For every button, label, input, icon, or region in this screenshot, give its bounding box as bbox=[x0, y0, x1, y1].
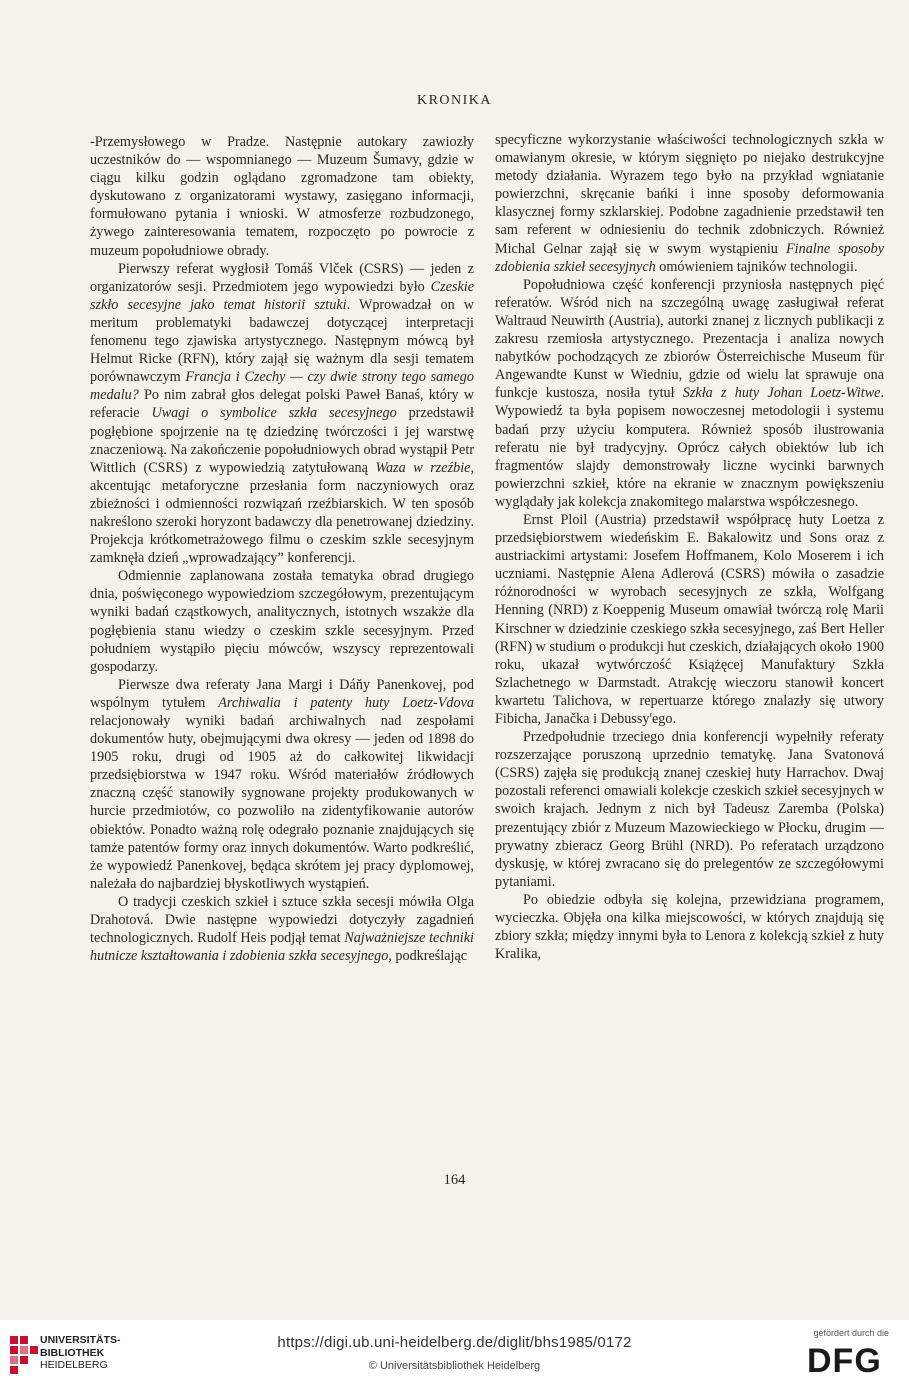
library-name-line1: UNIVERSITÄTS- bbox=[40, 1334, 121, 1346]
left-column bbox=[90, 133, 474, 965]
copyright-notice bbox=[0, 1360, 909, 1372]
page-number: 164 bbox=[443, 1172, 466, 1188]
dfg-logo-text: DFG bbox=[807, 1342, 882, 1374]
paragraph: Pierwsze dwa referaty Jana Margi i Dáňy Panenkovej, pod wspólnym tytułem Archiwalia i patenty huty Loetz-Vdova relacjonowały wyniki badań archiwalnych nad zespołami dokumentów huty, obejmującymi dwa okresy — jeden od 1898 do 1905 roku, drugi od 1905 aż do całkowitej likwidacji przedsiębiorstwa w 1947 roku. Wśród materiałów źródłowych znaczną część stanowiły sygnowane projekty produkowanych w hurcie przedmiotów, co pozwoliło na zidentyfikowanie autorów obiektów. Ponadto ważną rolę odegrało poznanie znajdujących się tamże patentów formy oraz innych dokumentów. Warto podkreślić, że wypowiedź Panenkovej, będąca skrótem jej pracy dyplomowej, należała do najbardziej błyskotliwych wystąpień. bbox=[90, 676, 474, 892]
viewer-footer bbox=[0, 1320, 909, 1383]
paragraph: Przedpołudnie trzeciego dnia konferencji wypełniły referaty rozszerzające poruszoną uprzednio tematykę. Jana Svatonová (CSRS) zajęła się produkcją znanej czeskiej huty Harrachov. Dwaj pozostali referenci omawiali kolekcje czeskich szkieł secesyjnych w swoich krajach. Jednym z nich był Tadeusz Zaremba (Polska) prezentujący zbiór z Muzeum Mazowieckiego w Płocku, drugim — prywatny zbieracz Georg Brühl (NRD). Po referatach urządzono dyskusję, w której zwracano się do prelegentów ze szczegółowymi pytaniami. bbox=[495, 729, 884, 890]
library-name-line2: BIBLIOTHEK bbox=[40, 1346, 105, 1359]
paragraph: Popołudniowa część konferencji przyniosła następnych pięć referatów. Wśród nich na szczególną uwagę zasługiwał referat Waltraud Neuwirth (Austria), autorki znanej z licznych publikacji z zakresu rzemiosła artystycznego. Prezentacja i analiza nowych nabytków pochodzących ze zbiorów Österreichische Museum für Angewandte Kunst w Wiedniu, gdzie od wielu lat sprawuje ona funkcje kustosza, nosiła tytuł Szkła z huty Johan Loetz-Witwe. Wypowiedź ta była popisem nowoczesnej metodologii i systemu badań przy użyciu komputera. Również sposób ilustrowania referatu nie był tradycyjny. Oprócz całych obiektów lub ich fragmentów slajdy demonstrowały liczne wycinki barwnych powierzchni szkieł, które na ekranie w znacznym powiększeniu wyglądały jak kolekcja znakomitego malarstwa współczesnego. bbox=[495, 276, 884, 510]
right-column bbox=[495, 131, 884, 963]
paragraph: Po obiedzie odbyła się kolejna, przewidziana programem, wycieczka. Objęła ona kilka miejscowości, w których znajdują się zbiory szkła; między innymi była to Lenora z kolekcją szkieł z huty Kralika, bbox=[495, 891, 884, 963]
permalink-url[interactable]: https://digi.ub.uni-heidelberg.de/diglit/bhs1985/0172 bbox=[277, 1334, 632, 1351]
library-name-line3: HEIDELBERG bbox=[40, 1359, 108, 1371]
funded-by-label: gefördert durch die bbox=[813, 1328, 889, 1338]
paragraph: Pierwszy referat wygłosił Tomáš Vlček (CSRS) — jeden z organizatorów sesji. Przedmiotem jego wypowiedzi było Czeskie szkło secesyjne jako temat historii sztuki. Wprowadzał on w meritum problematyki badawczej dotyczącej interpretacji fenomenu tego zjawiska artystycznego. Następnym mówcą był Helmut Ricke (RFN), który zajął się ważnym dla sesji tematem porównawczym Francja i Czechy — czy dwie strony tego samego medalu? Po nim zabrał głos delegat polski Paweł Banaś, który w referacie Uwagi o symbolice szkła secesyjnego przedstawił pogłębione spojrzenie na tę dziedzinę twórczości i jej warstwę znaczeniową. Na zakończenie popołudniowych obrad wystąpił Petr Wittlich (CSRS) z wypowiedzią zatytułowaną Waza w rzeźbie, akcentując metaforyczne przesłania form naczyniowych oraz zbieżności i odmienności rozwiązań rzeźbiarskich. W ten sposób nakreślono szeroki horyzont badawczy dla penetrowanej dziedziny. Projekcja krótkometrażowego filmu o czeskim szkle secesyjnym zamknęła dzień „wprowadzający” konferencji. bbox=[90, 260, 474, 567]
dfg-logo-icon bbox=[805, 1342, 895, 1374]
paragraph: Ernst Ploil (Austria) przedstawił współpracę huty Loetza z przedsiębiorstwem wiedeńskim E. Bakalowitz und Sons oraz z austriackimi artystami: Josefem Hoffmanem, Kolo Moserem i ich uczniami. Następnie Alena Adlerová (CSRS) mówiła o zasadzie różnorodności w wyrobach secesyjnych ze szkła, Wolfgang Henning (NRD) z Koeppenig Museum omawiał twórczą rolę Marii Kirschner w dziedzinie czeskiego szkła secesyjnego, zaś Bert Heller (RFN) w studium o produkcji hut czeskich, działających około 1900 roku, ukazał wytwórczość Książęcej Manufaktury Szkła Szlachetnego w Darmstadt. Atrakcję wieczoru stanowił koncert kwartetu Talichova, w repertuarze którego znalazły się utwory Fibicha, Janačka i Debussy'ego. bbox=[495, 511, 884, 727]
running-head: KRONIKA bbox=[416, 93, 493, 108]
copyright-text: © Universitätsbibliothek Heidelberg bbox=[368, 1360, 541, 1372]
paragraph: Odmiennie zaplanowana została tematyka obrad drugiego dnia, poświęconego wypowiedziom szczegółowym, prezentującym wyniki badań cząstkowych, analitycznych, istotnych wszakże dla pogłębienia stanu wiedzy o czeskim szkle secesyjnym. Przed południem wystąpiło pięciu mówców, wszyscy reprezentowali gospodarzy. bbox=[90, 568, 474, 675]
paragraph: -Przemysłowego w Pradze. Następnie autokary zawiozły uczestników do — wspomnianego — Muzeum Šumavy, gdzie w ciągu kilku godzin oglądano zgromadzone tam obiekty, dyskutowano z organizatorami wystawy, zasięgano informacji, formułowano pytania i wnioski. W atmosferze rozbudzonego, żywego zainteresowania tematem, rozpoczęto po powrocie z muzeum popołudniowe obrady. bbox=[90, 134, 474, 259]
paragraph: specyficzne wykorzystanie właściwości technologicznych szkła w omawianym okresie, w którym sięgnięto po niejako destrukcyjne metody działania. Wyrazem tego było na przykład wgniatanie powierzchni, skręcanie bańki i inne sposoby deformowania klasycznej formy szklarskiej. Podobne zagadnienie przedstawił ten sam referent w odniesieniu do technik zdobniczych. Również Michal Gelnar zajął się w swym wystąpieniu Finalne sposoby zdobienia szkieł secesyjnych omówieniem tajników technologii. bbox=[495, 132, 884, 275]
paragraph: O tradycji czeskich szkieł i sztuce szkła secesji mówiła Olga Drahotová. Dwie następne wypowiedzi dotyczyły zagadnień technologicznych. Rudolf Heis podjął temat Najważniejsze techniki hutnicze kształtowania i zdobienia szkła secesyjnego, podkreślając bbox=[90, 893, 474, 965]
